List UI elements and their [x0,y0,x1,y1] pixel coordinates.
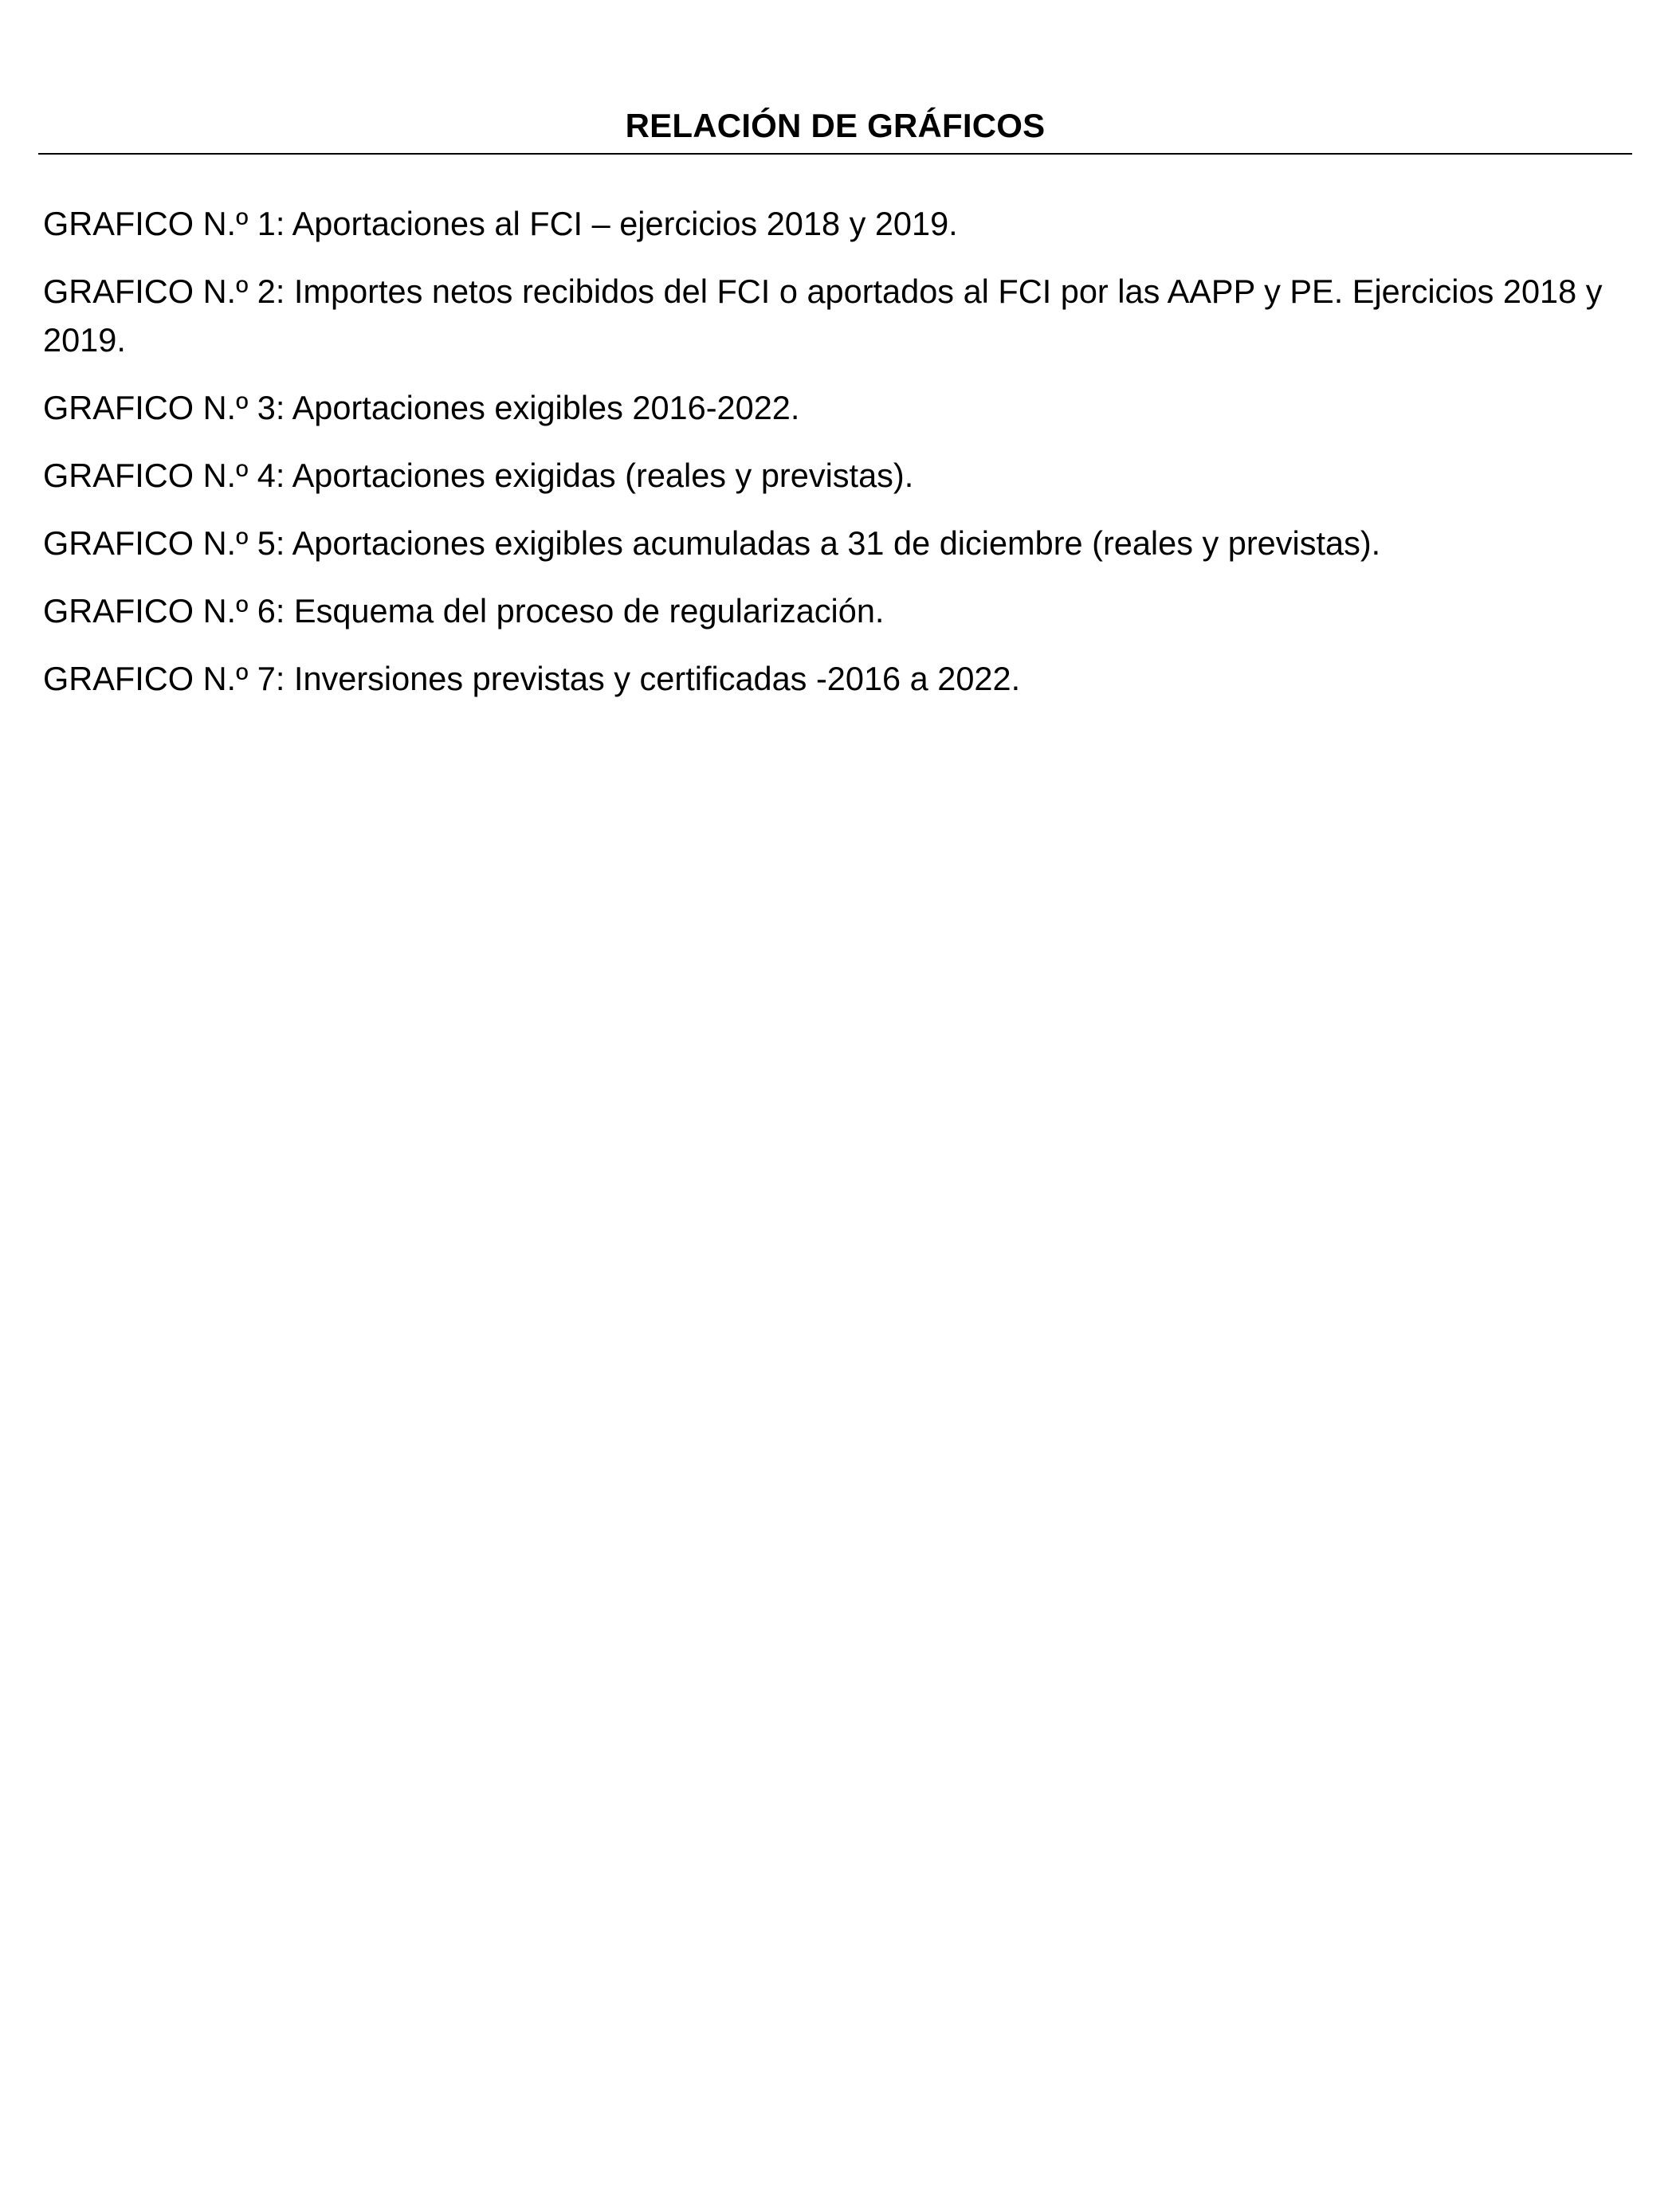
heading-block [38,102,1632,155]
chart-index-list [43,199,1637,722]
list-item-chart-7: GRAFICO N.º 7: Inversiones previstas y certificadas -2016 a 2022. [43,660,1021,697]
list-item-chart-6: GRAFICO N.º 6: Esquema del proceso de regularización. [43,592,885,629]
list-item-chart-3: GRAFICO N.º 3: Aportaciones exigibles 2016-2022. [43,389,800,426]
list-item-chart-2: GRAFICO N.º 2: Importes netos recibidos del FCI o aportados al FCI por las AAPP y PE. Ejercicios 2018 y 2019. [43,273,1603,359]
list-item-chart-5: GRAFICO N.º 5: Aportaciones exigibles acumuladas a 31 de diciembre (reales y previstas). [43,524,1381,562]
title-underline [38,153,1632,155]
page-title: RELACIÓN DE GRÁFICOS [625,107,1046,144]
list-item-chart-1: GRAFICO N.º 1: Aportaciones al FCI – ejercicios 2018 y 2019. [43,205,958,242]
list-item-chart-4: GRAFICO N.º 4: Aportaciones exigidas (reales y previstas). [43,457,914,494]
